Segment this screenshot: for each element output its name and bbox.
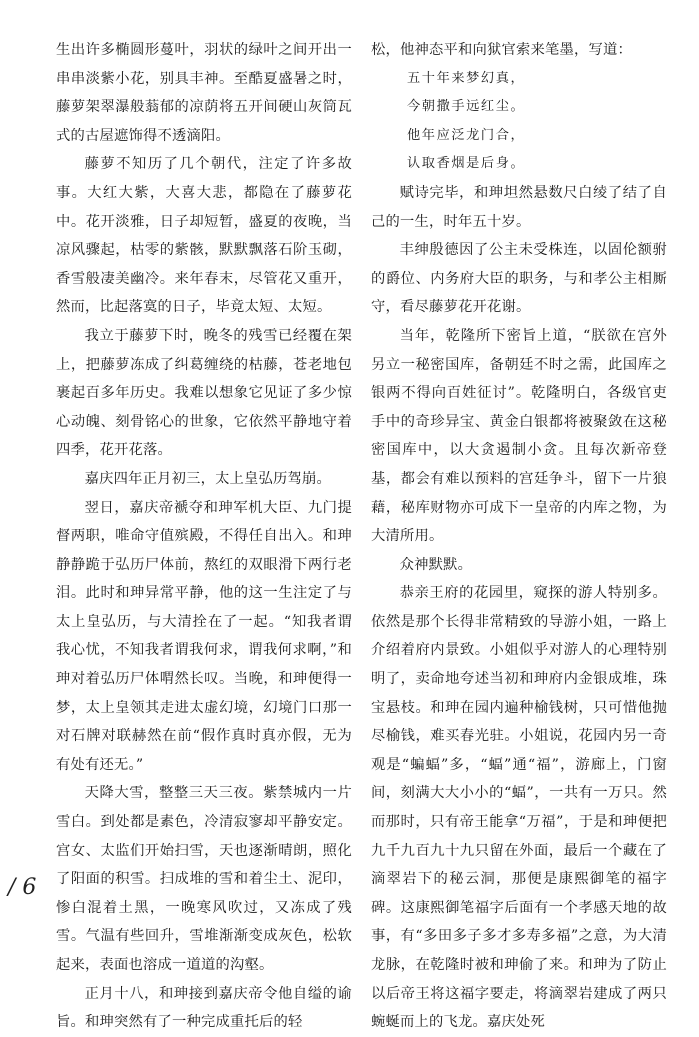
paragraph: 藤萝不知历了几个朝代，注定了许多故事。大红大紫，大喜大悲，都隐在了藤萝花中。花开淡雅，日子却短暂，盛夏的夜晚，当凉风骤起，枯零的紫骸，默默飘落石阶玉砌，香雪般凄美幽冷。来年春末，尽管花又重开，然而，比起落寞的日子，毕竟太短、太短。: [56, 156, 352, 316]
paragraph-continuation: 松，他神态平和向狱官索来笔墨，写道：: [371, 42, 632, 58]
paragraph: 丰绅殷德因了公主未受株连，以固伦额驸的爵位、内务府大臣的职务，与和孝公主相厮守，看尽藤萝花开花谢。: [371, 242, 667, 316]
poem: [371, 65, 667, 179]
paragraph: 恭亲王府的花园里，窥探的游人特别多。依然是那个长得非常精致的导游小姐，一路上介绍着府内景致。小姐似乎对游人的心理特别明了，卖命地夸述当初和珅府内金银成堆，珠宝悬枝。和珅在园内遍种榆钱树，只可惜他抛尽榆钱，难买春光驻。小姐说，花园内另一奇观是“蝙蝠”多，“蝠”通“福”，游廊上，门窗间，刻满大大小小的“蝠”，一共有一万只。然而那时，只有帝王能拿“万福”，于是和珅便把九千九百九十九只留在外面，最后一个藏在了滴翠岩下的秘云洞，那便是康熙御笔的福字碑。这康熙御笔福字后面有一个孝感天地的故事，有“多田多子多才多寿多福”之意，为大清龙脉，在乾隆时被和珅偷了来。和珅为了防止以后帝王将这福字要走，将滴翠岩建成了两只蜿蜒而上的飞龙。嘉庆处死: [371, 585, 667, 1031]
paragraph: 生出许多椭圆形蔓叶，羽状的绿叶之间开出一串串淡紫小花，别具丰神。至酷夏盛暑之时，藤萝架翠瀑般蓊郁的凉荫将五开间硬山灰筒瓦式的古屋遮饰得不透滴阳。: [56, 42, 352, 144]
paragraph: 翌日，嘉庆帝褫夺和珅军机大臣、九门提督两职，唯命守值殡殿，不得任自出入。和珅静静跪于弘历尸体前，熬红的双眼滑下两行老泪。此时和珅异常平静，他的这一生注定了与太上皇弘历，与大清拴在了一起。“知我者谓我心忧，不知我者谓我何求，谓我何求啊，”和珅对着弘历尸体喟然长叹。当晚，和珅便得一梦，太上皇领其走进太虚幻境，幻境门口那一对石牌对联赫然在前“假作真时真亦假，无为有处有还无。”: [56, 499, 352, 773]
right-column: [371, 36, 667, 1037]
paragraph: 我立于藤萝下时，晚冬的残雪已经覆在架上，把藤萝冻成了纠葛缠绕的枯藤，苍老地包裹起百多年历史。我难以想象它见证了多少惊心动魄、刻骨铭心的世象，它依然平静地守着四季，花开花落。: [56, 327, 352, 459]
left-column: [56, 36, 352, 1037]
poem-line: 他年应泛龙门合，: [407, 127, 526, 143]
paragraph: 众神默默。: [399, 556, 473, 573]
paragraph: 当年，乾隆所下密旨上道，“朕欲在宫外另立一秘密国库，备朝廷不时之需，此国库之银两不得向百姓征讨”。乾隆明白，各级官吏手中的奇珍异宝、黄金白银都将被聚敛在这秘密国库中，以大贪遏制小贪。且每次新帝登基，都会有难以预料的宫廷争斗，留下一片狼藉，秘库财物亦可成下一皇帝的内库之物，为大清所用。: [371, 327, 667, 545]
paragraph: 天降大雪，整整三天三夜。紫禁城内一片雪白。到处都是素色，冷清寂寥却平静安定。宫女、太监们开始扫雪，天也逐渐晴朗，照化了阳面的积雪。扫成堆的雪和着尘土、泥印，惨白混着土黑，一晚寒风吹过，又冻成了残雪。气温有些回升，雪堆渐渐变成灰色，松软起来，表面也溶成一道道的沟壑。: [56, 785, 352, 973]
paragraph: 嘉庆四年正月初三，太上皇弘历驾崩。: [84, 470, 332, 487]
page-number: / 6: [8, 875, 37, 900]
paragraph: 赋诗完毕，和珅坦然悬数尺白绫了结了自己的一生，时年五十岁。: [371, 184, 667, 230]
poem-line: 今朝撒手远红尘。: [407, 99, 526, 115]
paragraph: 正月十八，和珅接到嘉庆帝令他自缢的谕旨。和珅突然有了一种完成重托后的轻: [56, 985, 352, 1031]
poem-line: 认取香烟是后身。: [407, 156, 526, 172]
poem-line: 五十年来梦幻真，: [407, 70, 526, 86]
